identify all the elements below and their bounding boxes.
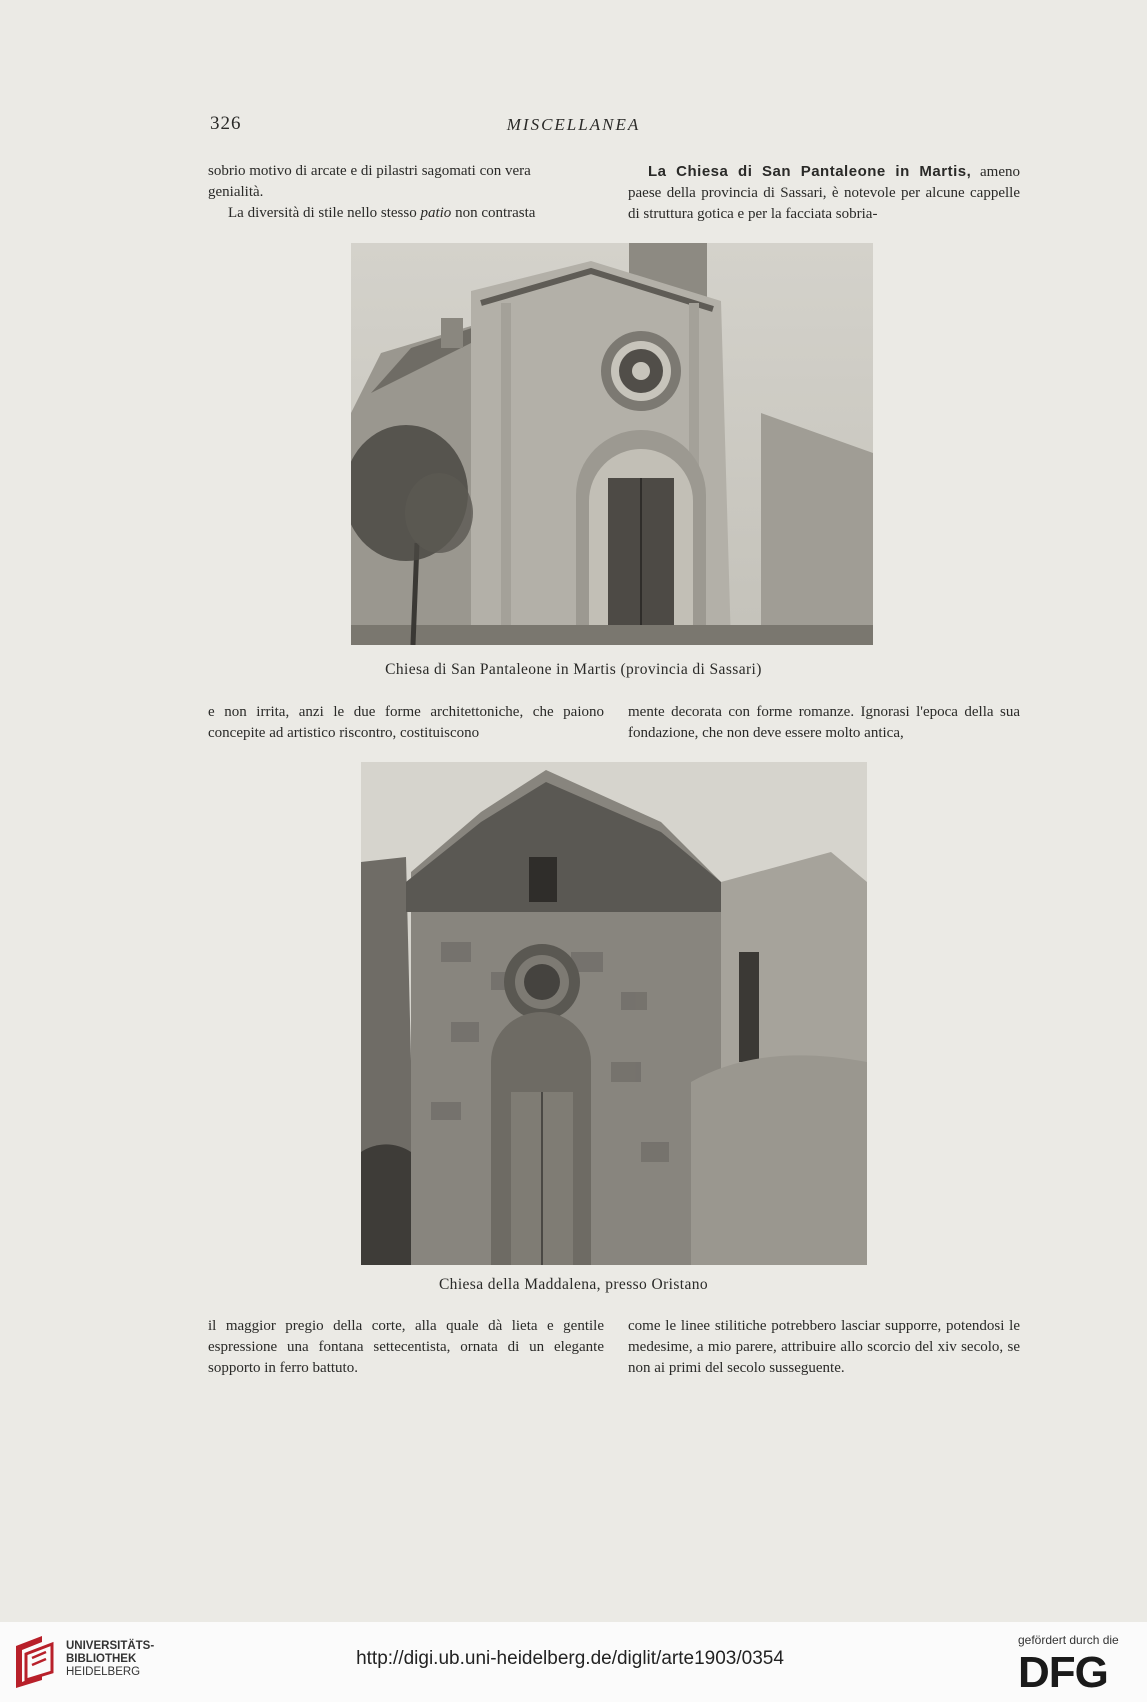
digitization-footer — [0, 1622, 1147, 1702]
middle-left-column — [208, 702, 604, 744]
paragraph: come le linee stilitiche potrebbero lasciar supporre, potendosi le medesime, a mio parere, attribuire allo scorcio del xiv secolo, se non ai primi del secolo susseguente. — [628, 1318, 1020, 1376]
text-line: sobrio motivo di arcate e di pilastri sagomati con vera — [208, 163, 531, 179]
funded-by-label: gefördert durch die — [1018, 1633, 1119, 1647]
library-name: UNIVERSITÄTS- BIBLIOTHEK HEIDELBERG — [66, 1640, 155, 1678]
photo-maddalena — [361, 762, 867, 1265]
top-right-column — [628, 161, 1020, 225]
section-lead-in: La Chiesa di San Pantaleone in Martis, — [648, 163, 972, 180]
paragraph: mente decorata con forme romanze. Ignorasi l'epoca della sua fondazione, che non deve essere molto antica, — [628, 704, 1020, 741]
bottom-right-column — [628, 1316, 1020, 1379]
paragraph: La diversità di stile nello stesso patio non contrasta — [228, 205, 536, 221]
italic-word: patio — [420, 205, 452, 221]
photo-san-pantaleone — [351, 243, 873, 645]
figure-2-caption: Chiesa della Maddalena, presso Oristano — [438, 1276, 709, 1293]
paragraph: La Chiesa di San Pantaleone in Martis, ameno paese della provincia di Sassari, è notevole per alcune cappelle di struttura gotica e per la facciata sobria- — [628, 163, 1021, 222]
ruined-church-illustration — [361, 762, 867, 1265]
digital-copy-url[interactable]: http://digi.ub.uni-heidelberg.de/diglit/arte1903/0354 — [356, 1648, 784, 1669]
church-facade-illustration — [351, 243, 873, 645]
bottom-left-column — [208, 1316, 604, 1379]
dfg-logo: DFG — [1018, 1648, 1108, 1697]
text-line: genialità. — [208, 184, 264, 200]
middle-right-column — [628, 702, 1020, 744]
page-number: 326 — [210, 113, 242, 134]
running-title: MISCELLANEA — [506, 115, 641, 134]
figure-1-caption: Chiesa di San Pantaleone in Martis (provincia di Sassari) — [385, 661, 762, 678]
university-library-logo-icon — [12, 1632, 57, 1692]
top-left-column — [208, 161, 604, 224]
paragraph: e non irrita, anzi le due forme architettoniche, che paiono concepite ad artistico riscontro, costituiscono — [208, 704, 604, 741]
paragraph: il maggior pregio della corte, alla quale dà lieta e gentile espressione una fontana settecentista, ornata di un elegante sopporto in ferro battuto. — [208, 1318, 604, 1376]
